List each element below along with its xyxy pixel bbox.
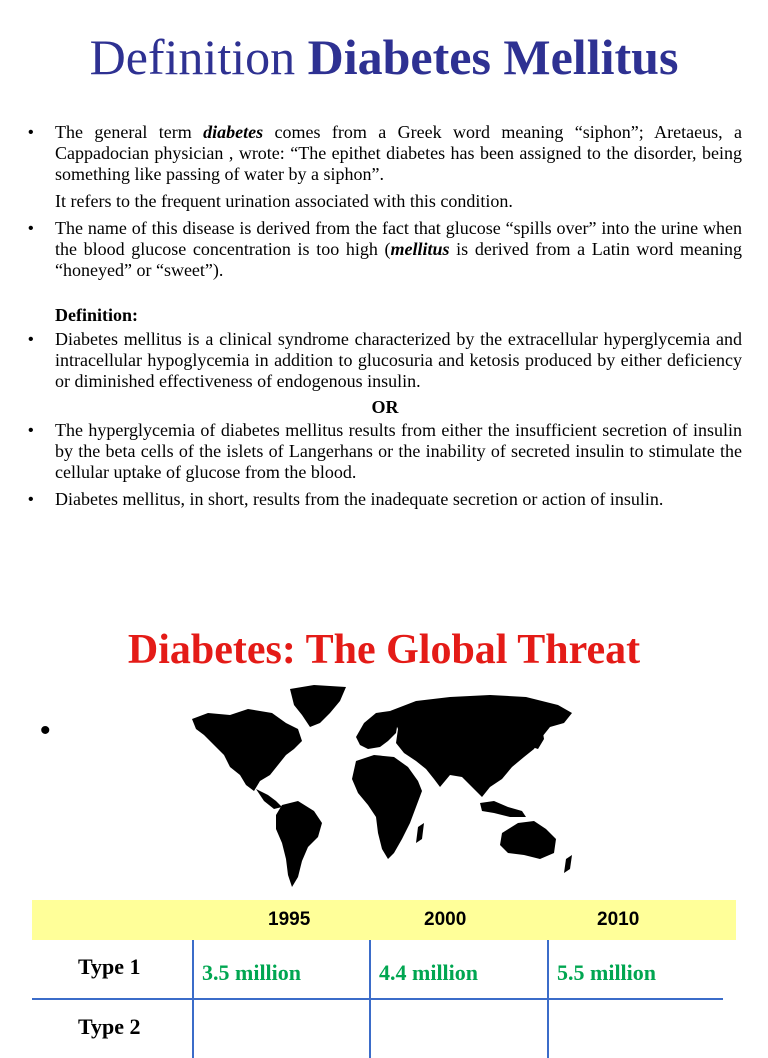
emphasis-mellitus: mellitus bbox=[390, 239, 450, 259]
header-year-2000: 2000 bbox=[424, 909, 467, 930]
north-america-shape bbox=[192, 709, 302, 791]
text: The name of this disease is derived from the fact that glucose “spills over” into the urine when the blood glucose concentration is too high ( bbox=[55, 218, 742, 259]
table-row bbox=[32, 940, 723, 1000]
bullet-etymology bbox=[28, 122, 742, 185]
title-bold: Diabetes Mellitus bbox=[307, 29, 679, 85]
cell-1995: 3.5 million bbox=[202, 960, 302, 985]
indonesia-shape bbox=[480, 801, 526, 817]
table-row bbox=[32, 1000, 723, 1058]
text: comes from a Greek word meaning “siphon”; Aretaeus, a Cappadocian physician , wrote: “The epithet diabetes has been assigned to the disorder, being something like passing of water by a siphon”. bbox=[55, 122, 742, 184]
central-america-shape bbox=[256, 789, 282, 809]
definition-body bbox=[28, 122, 742, 516]
bullet: • bbox=[40, 714, 51, 747]
new-zealand-shape bbox=[564, 855, 572, 873]
south-america-shape bbox=[276, 801, 322, 887]
bullet-definition-2: • The hyperglycemia of diabetes mellitus results from either the insufficient secretion of insulin by the beta cells of the islets of Langerhans or the inability of secreted insulin to stimulate the cellular uptake of glucose from the blood. bbox=[28, 420, 742, 483]
page-title bbox=[0, 30, 768, 85]
world-map-icon bbox=[190, 683, 580, 888]
bullet-definition-3: • Diabetes mellitus, in short, results from the inadequate secretion or action of insulin. bbox=[28, 489, 742, 510]
africa-shape bbox=[352, 755, 422, 859]
header-year-1995: 1995 bbox=[268, 909, 311, 930]
emphasis-diabetes: diabetes bbox=[203, 122, 264, 142]
bullet-definition-1: • Diabetes mellitus is a clinical syndrome characterized by the extracellular hyperglycemia and intracellular hypoglycemia in addition to glucosuria and ketosis produced by either deficiency or diminished effectiveness of endogenous insulin. bbox=[28, 329, 742, 392]
europe-shape bbox=[356, 711, 398, 749]
text: is derived from a Latin word meaning “honeyed” or “sweet”). bbox=[55, 239, 742, 280]
header-year-2010: 2010 bbox=[597, 909, 640, 930]
or-label: OR bbox=[371, 397, 399, 417]
bullet-mellitus bbox=[28, 218, 742, 281]
table-header-row bbox=[32, 900, 736, 940]
text: The general term bbox=[55, 122, 204, 142]
cell-2000: 4.4 million bbox=[379, 960, 479, 985]
definition-label: Definition: bbox=[55, 305, 138, 325]
title-regular: Definition bbox=[89, 29, 308, 85]
australia-shape bbox=[500, 821, 556, 859]
row-label-type1: Type 1 bbox=[78, 954, 141, 979]
row-label-type2: Type 2 bbox=[78, 1014, 141, 1039]
etymology-continuation: It refers to the frequent urination associated with this condition. bbox=[55, 191, 513, 211]
madagascar-shape bbox=[416, 823, 424, 843]
cell-2010: 5.5 million bbox=[557, 960, 657, 985]
slide2-title: Diabetes: The Global Threat bbox=[127, 627, 641, 673]
greenland-shape bbox=[290, 685, 346, 727]
